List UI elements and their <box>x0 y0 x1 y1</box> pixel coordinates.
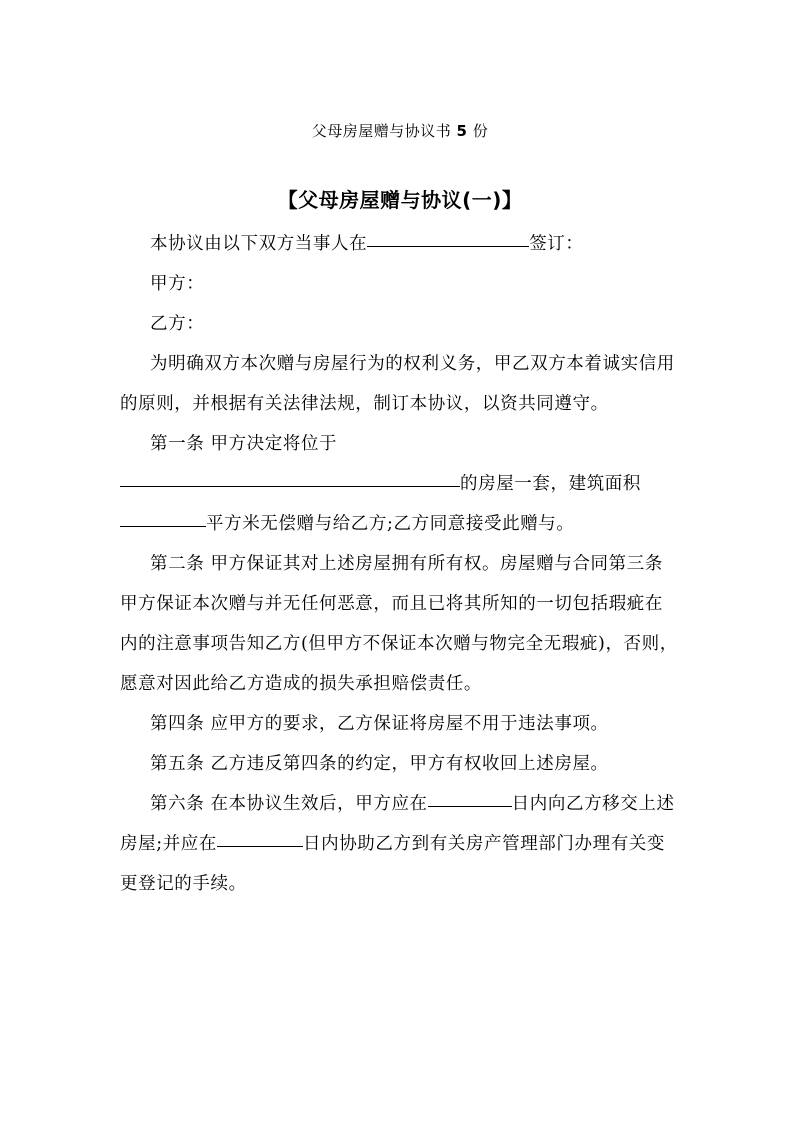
location-blank <box>120 464 460 487</box>
title-suffix: 份 <box>472 122 489 140</box>
handover-days-blank <box>428 784 512 807</box>
article-2-paragraph: 第二条 甲方保证其对上述房屋拥有所有权。房屋赠与合同第三条 甲方保证本次赠与并无任何恶意，而且已将其所知的一切包括瑕疵在内的注意事项告知乙方(但甲方不保证本次赠与物完全无瑕疵)，否则，愿意对因此给乙方造成的损失承担赔偿责任。 <box>120 554 678 694</box>
title-prefix: 父母房屋赠与协议书 <box>311 122 452 140</box>
document-title <box>0 120 800 141</box>
article-6-text-b: 日内向乙方移交上述房屋;并应在 <box>120 794 675 854</box>
article-1-text-b: 的房屋一套，建筑面积 <box>460 474 641 494</box>
article-6-text-c: 日内协助乙方到有关房产管理部门办理有关变更登记的手续。 <box>120 834 665 894</box>
article-4-paragraph: 第四条 应甲方的要求，乙方保证将房屋不用于违法事项。 <box>150 714 609 734</box>
sign-place-blank <box>367 224 529 247</box>
intro-paragraph <box>120 224 680 264</box>
purpose-paragraph: 为明确双方本次赠与房屋行为的权利义务，甲乙双方本着诚实信用的原则，并根据有关法律法规，制订本协议，以资共同遵守。 <box>120 354 675 414</box>
agreement-body <box>120 224 680 904</box>
article-1-paragraph <box>120 424 680 544</box>
area-blank <box>120 504 206 527</box>
section-heading: 【父母房屋赠与协议(一)】 <box>277 188 523 212</box>
article-1-text-a: 第一条 甲方决定将位于 <box>150 434 338 454</box>
title-count: 5 <box>456 122 468 140</box>
article-6-text-a: 第六条 在本协议生效后，甲方应在 <box>150 794 428 814</box>
article-5-paragraph: 第五条 乙方违反第四条的约定，甲方有权收回上述房屋。 <box>150 754 609 774</box>
article-6-paragraph <box>120 784 680 904</box>
intro-text-before: 本协议由以下双方当事人在 <box>150 234 368 254</box>
party-a-line: 甲方： <box>150 274 205 294</box>
party-b-line: 乙方： <box>150 314 205 334</box>
intro-text-after: 签订： <box>529 234 584 254</box>
article-1-text-c: 平方米无偿赠与给乙方;乙方同意接受此赠与。 <box>206 514 575 534</box>
registration-days-blank <box>217 824 303 847</box>
